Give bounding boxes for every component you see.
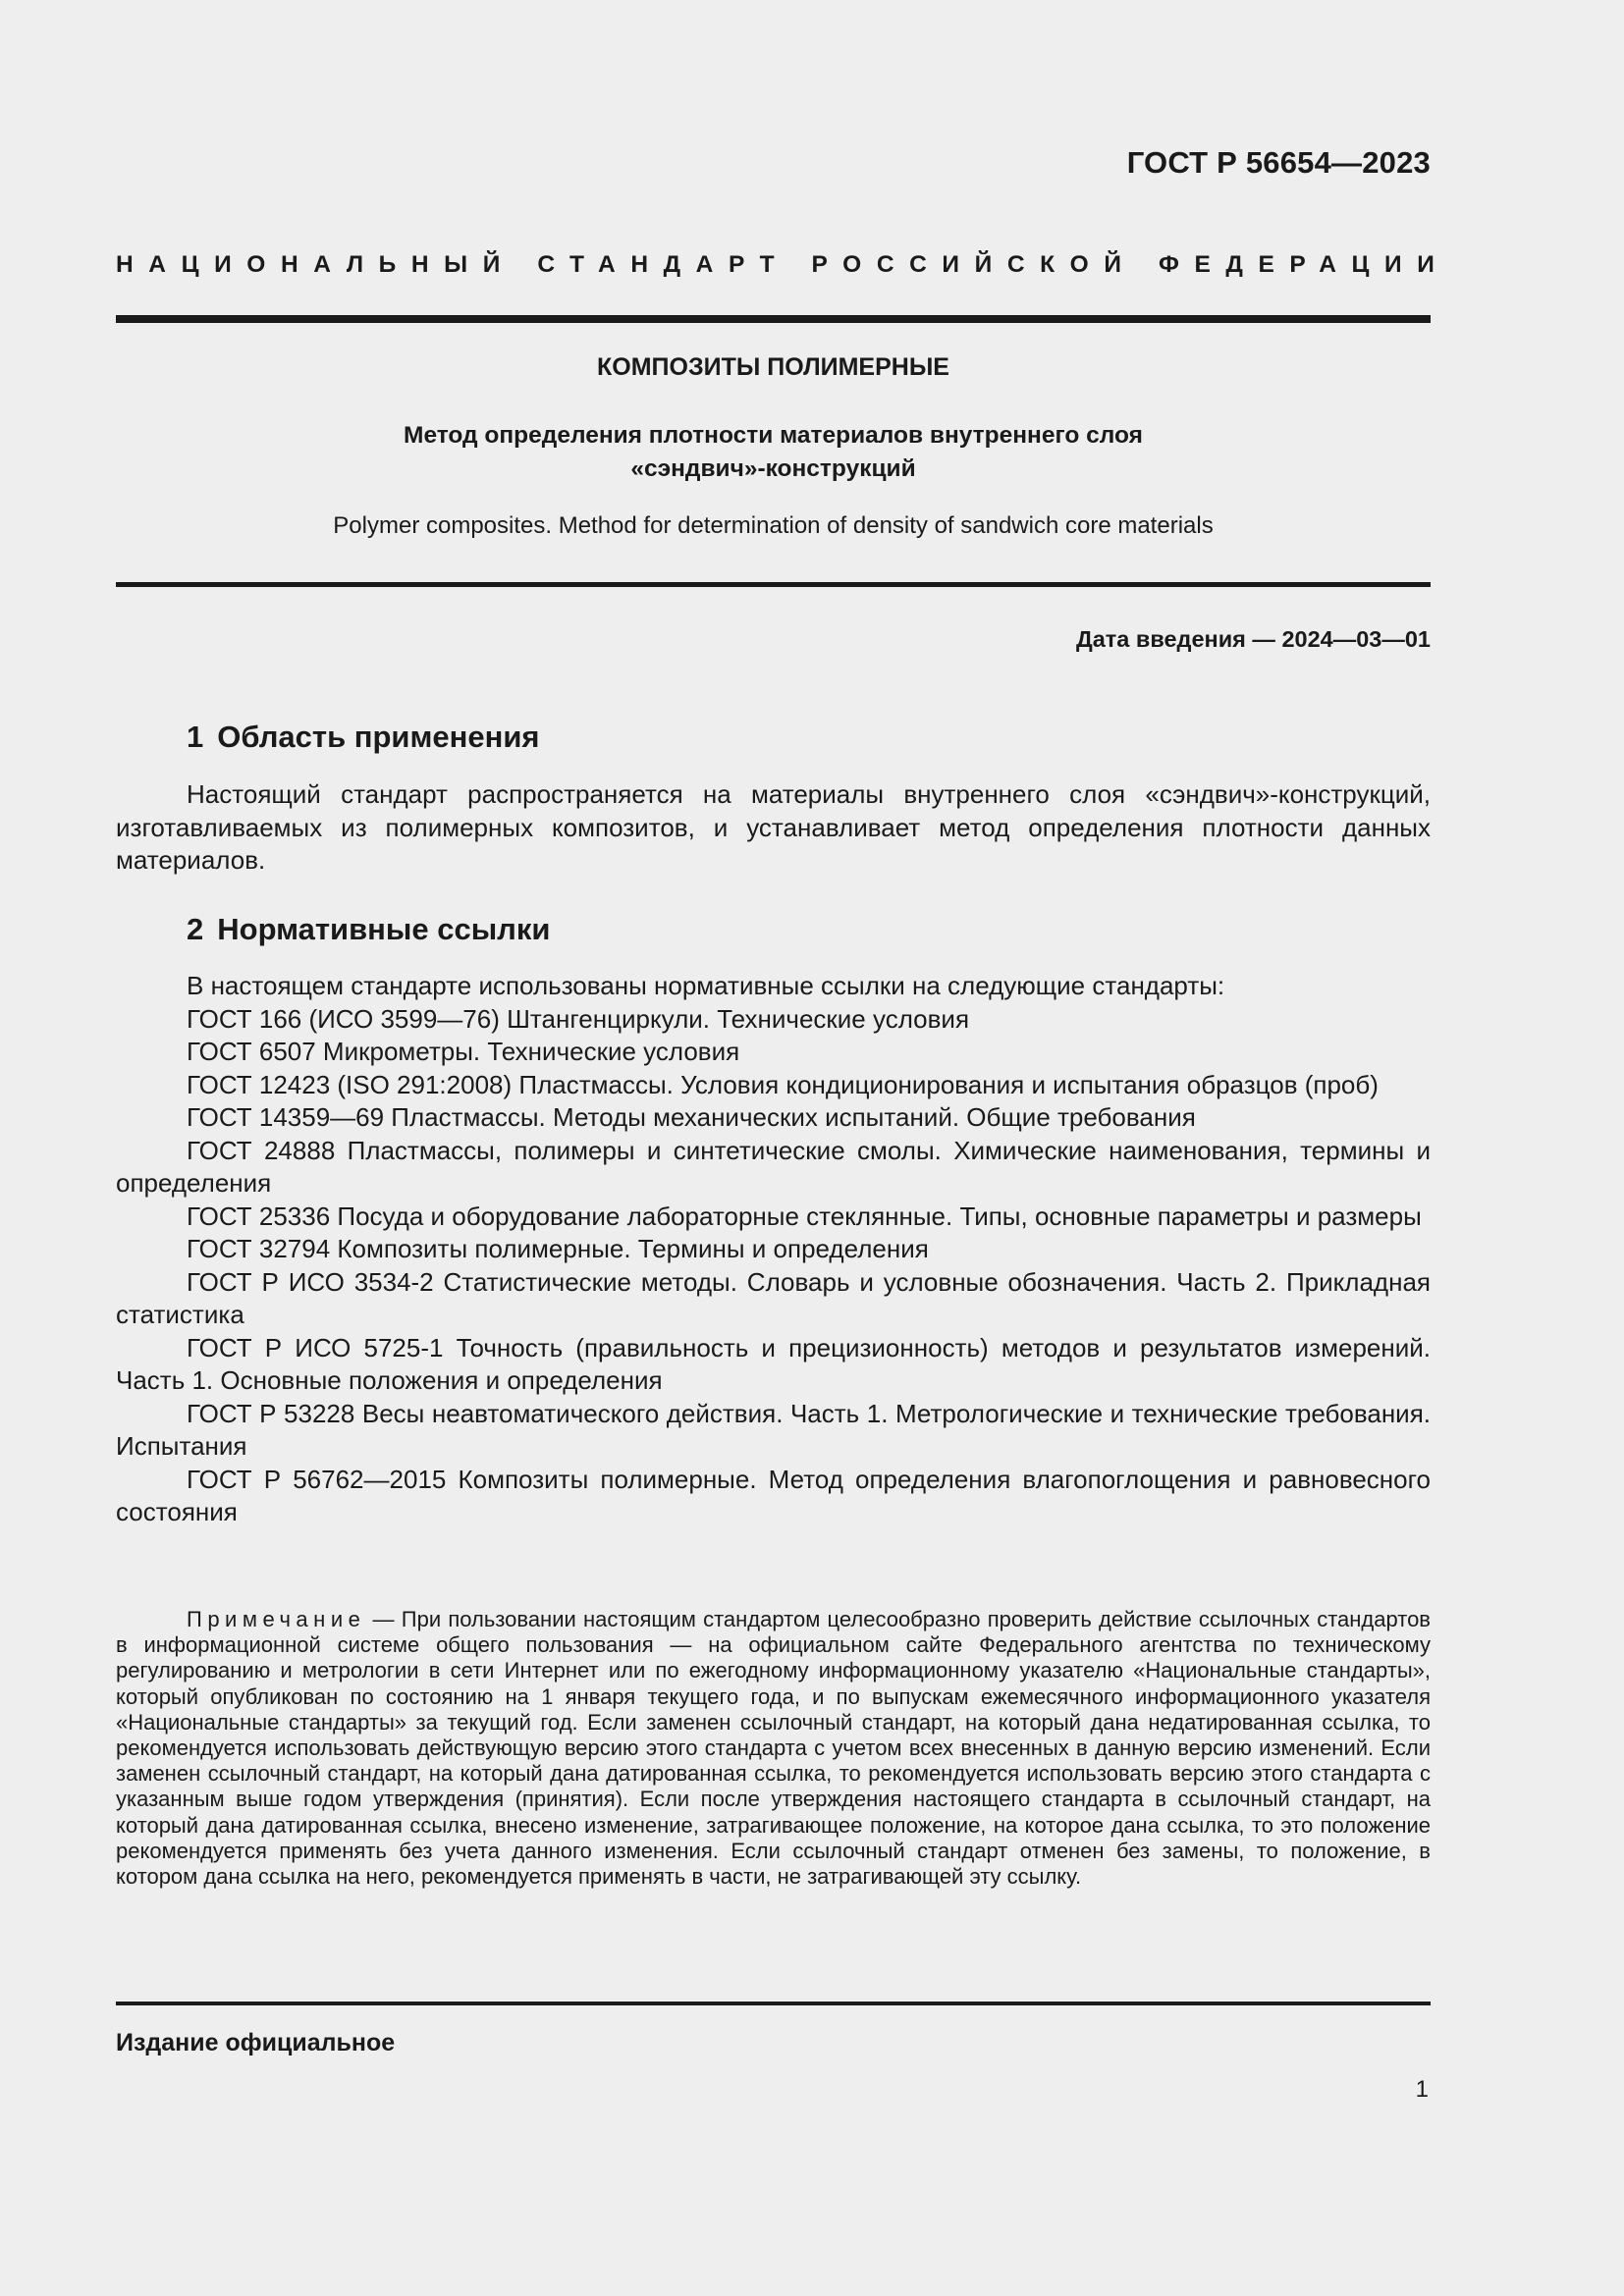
reference-item: ГОСТ 14359—69 Пластмассы. Методы механических испытаний. Общие требования bbox=[187, 1102, 1196, 1132]
national-standard-header: НАЦИОНАЛЬНЫЙ СТАНДАРТ РОССИЙСКОЙ ФЕДЕРАЦИИ bbox=[116, 251, 1450, 278]
section-number: 2 bbox=[187, 912, 204, 946]
bottom-divider bbox=[116, 2002, 1431, 2005]
top-divider bbox=[116, 315, 1431, 323]
section-heading-references bbox=[187, 912, 550, 947]
document-subtitle-line-1: Метод определения плотности материалов внутреннего слоя bbox=[404, 422, 1143, 449]
document-title: КОМПОЗИТЫ ПОЛИМЕРНЫЕ bbox=[597, 353, 949, 381]
reference-item: ГОСТ Р ИСО 3534-2 Статистические методы. Словарь и условные обозначения. Часть 2. Прикладная статистика bbox=[116, 1266, 1431, 1329]
title-divider bbox=[116, 582, 1431, 587]
section-heading-scope bbox=[187, 720, 540, 755]
reference-item: ГОСТ Р 56762—2015 Композиты полимерные. Метод определения влагопоглощения и равновесного состояния bbox=[116, 1464, 1431, 1526]
english-title: Polymer composites. Method for determination of density of sandwich core materials bbox=[333, 512, 1214, 539]
reference-item: ГОСТ Р 53228 Весы неавтоматического действия. Часть 1. Метрологические и технические требования. Испытания bbox=[116, 1398, 1431, 1461]
section-number: 1 bbox=[187, 720, 204, 754]
reference-item: ГОСТ 25336 Посуда и оборудование лабораторные стеклянные. Типы, основные параметры и размеры bbox=[187, 1201, 1422, 1231]
page-number: 1 bbox=[1415, 2076, 1429, 2103]
note-label: Примечание bbox=[187, 1607, 366, 1631]
reference-item: ГОСТ 12423 (ISO 291:2008) Пластмассы. Условия кондиционирования и испытания образцов (проб) bbox=[187, 1069, 1379, 1099]
note-text: — При пользовании настоящим стандартом целесообразно проверить действие ссылочных стандартов в информационной системе общего пользования — на официальном сайте Федерального агентства по техническому регулированию и метрологии в сети Интернет или по ежегодному информационному указателю «Национальные стандарты», который опубликован по состоянию на 1 января текущего года, и по выпускам ежемесячного информационного указателя «Национальные стандарты» за текущий год. Если заменен ссылочный стандарт, на который дана недатированная ссылка, то рекомендуется использовать действующую версию этого стандарта с учетом всех внесенных в данную версию изменений. Если заменен ссылочный стандарт, на который дана датированная ссылка, то рекомендуется использовать версию этого стандарта с указанным выше годом утверждения (принятия). Если после утверждения настоящего стандарта в ссылочный стандарт, на который дана датированная ссылка, внесено изменение, затрагивающее положение, на которое дана ссылка, то это положение рекомендуется применять без учета данного изменения. Если ссылочный стандарт отменен без замены, то положение, в котором дана ссылка на него, рекомендуется применять в части, не затрагивающей эту ссылку. bbox=[116, 1607, 1431, 1890]
document-page bbox=[116, 0, 1450, 2296]
scope-paragraph: Настоящий стандарт распространяется на материалы внутреннего слоя «сэндвич»-конструкций, изготавливаемых из полимерных композитов, и устанавливает метод определения плотности данных материалов. bbox=[116, 779, 1431, 875]
references-intro: В настоящем стандарте использованы нормативные ссылки на следующие стандарты: bbox=[187, 971, 1225, 1000]
note-paragraph bbox=[116, 1607, 1431, 1890]
introduction-date: Дата введения — 2024—03—01 bbox=[1075, 626, 1431, 652]
section-title: Нормативные ссылки bbox=[217, 912, 551, 946]
references-list bbox=[116, 970, 1431, 1529]
document-subtitle-line-2: «сэндвич»-конструкций bbox=[630, 455, 916, 482]
standard-number: ГОСТ Р 56654—2023 bbox=[1126, 145, 1431, 180]
reference-item: ГОСТ Р ИСО 5725-1 Точность (правильность и прецизионность) методов и результатов измерений. Часть 1. Основные положения и определения bbox=[116, 1332, 1431, 1395]
reference-item: ГОСТ 24888 Пластмассы, полимеры и синтетические смолы. Химические наименования, термины и определения bbox=[116, 1135, 1431, 1198]
reference-item: ГОСТ 166 (ИСО 3599—76) Штангенциркули. Технические условия bbox=[187, 1003, 970, 1034]
section-title: Область применения bbox=[217, 720, 540, 754]
reference-item: ГОСТ 6507 Микрометры. Технические условия bbox=[187, 1037, 740, 1066]
reference-item: ГОСТ 32794 Композиты полимерные. Термины и определения bbox=[187, 1234, 929, 1263]
document-subtitle bbox=[116, 419, 1431, 486]
official-edition-label: Издание официальное bbox=[116, 2029, 396, 2056]
